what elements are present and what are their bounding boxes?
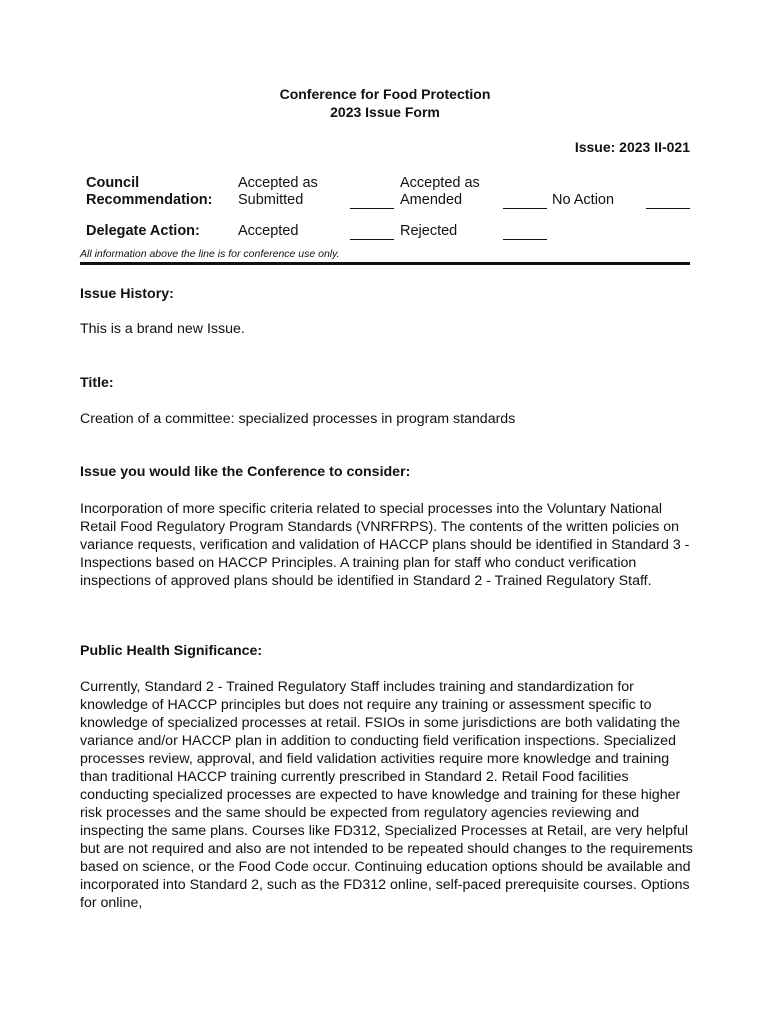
consider-text: Incorporation of more specific criteria related to special processes into the Voluntary National Retail Food Regulatory Program Standards (VNRFRPS). The contents of the written policies on variance requests, verification and validation of HACCP plans should be identified in Standard 3 - Inspections based on HACCP Principles. A training plan for staff who conduct verification inspections of approved plans should be identified in Standard 2 - Trained Regulatory Staff. <box>80 501 690 589</box>
delegate-option-rejected: Rejected <box>400 223 458 239</box>
delegate-label: Delegate Action: <box>86 223 200 239</box>
issue-history-heading: Issue History: <box>80 286 174 302</box>
title-heading: Title: <box>80 375 114 391</box>
council-option-no-action: No Action <box>552 192 615 208</box>
council-option-accepted-submitted: Accepted as Submitted <box>238 175 318 208</box>
title-text: Creation of a committee: specialized processes in program standards <box>80 411 516 427</box>
council-blank-amended[interactable] <box>503 208 547 209</box>
divider-line <box>80 262 690 265</box>
issue-number: Issue: 2023 II-021 <box>574 139 690 155</box>
form-title: Conference for Food Protection <box>279 86 491 102</box>
form-subtitle: 2023 Issue Form <box>330 104 440 120</box>
significance-text: Currently, Standard 2 - Trained Regulatory Staff includes training and standardization for knowledge of HACCP principles but does not require any training or assessment specific to knowledge of specialized processes at retail. FSIOs in some jurisdictions are both validating the variance and/or HACCP plan in addition to conducting field verification inspections. Specialized processes review, approval, and field validation activities require more knowledge and training than traditional HACCP training currently prescribed in Standard 2. Retail Food facilities conducting specialized processes are expected to have knowledge and training for these higher risk processes and the same should be expected from regulatory agencies reviewing and inspecting the same plans. Courses like FD312, Specialized Processes at Retail, are very helpful but are not required and also are not intended to be repeated should changes to the requirements based on science, or the Food Code occur. Continuing education options should be available and incorporated into Standard 2, such as the FD312 online, self-paced prerequisite courses. Options for online, <box>80 679 693 911</box>
council-blank-no-action[interactable] <box>646 208 690 209</box>
conference-use-note: All information above the line is for conference use only. <box>80 248 340 260</box>
delegate-blank-rejected[interactable] <box>503 239 547 240</box>
issue-history-text: This is a brand new Issue. <box>80 321 245 337</box>
council-label: Council Recommendation: <box>86 175 213 208</box>
council-option-accepted-amended: Accepted as Amended <box>400 175 480 208</box>
consider-heading: Issue you would like the Conference to consider: <box>80 464 411 480</box>
delegate-option-accepted: Accepted <box>238 223 299 239</box>
significance-heading: Public Health Significance: <box>80 643 263 659</box>
delegate-blank-accepted[interactable] <box>350 239 394 240</box>
council-blank-submitted[interactable] <box>350 208 394 209</box>
